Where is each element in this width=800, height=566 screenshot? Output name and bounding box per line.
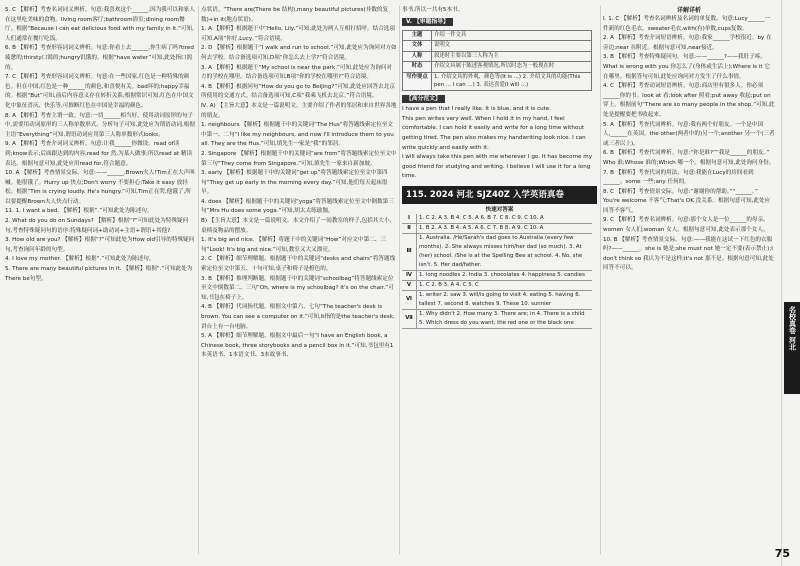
answer-paragraph: 2. Singapore 【解析】根据题干中的关键词“are from”将答题线索定位至文中第三句“They come from Singapore.”可知,填先生一家来自新加坡。	[201, 150, 397, 167]
essay-paragraph: I will always take this pen with me wherever I go. It has become my good friend for studying and writing. I believe I will use it for a long time.	[402, 154, 592, 180]
table-key: 主题	[403, 30, 432, 41]
answer-paragraph: 4. B 【解析】代词指代题。根据文中第六、七句“The teacher's desk is brown. You can see a computer on it.”可知,it指的是the teacher's desk,讲台上有一台电脑。	[201, 304, 395, 330]
column-2	[201, 6, 397, 554]
answer-cell: 1. Australia. /He/Sarah's dad goes to Australia (every few months). 2. She always misses him/her dad (so much). 3. At (her) school. /She is at the Spelling Bee at school. 4. No, she isn't. 5. Her dad/father.	[417, 233, 593, 270]
section-roman: Ⅳ	[402, 270, 417, 280]
answer-paragraph: Ⅰ. 1. C 【解析】考查名词辨析及名词的单复数。句意:Lucy______一件新的红色毛衣。sweater毛衣,with(有)单数,cups复数。	[603, 16, 771, 32]
answer-paragraph: 8. C 【解析】考查情景交际。句意:“谢谢你的帮助。”“______。” You're welcome 不客气;That's OK 没关系。根据句意可知,此处应回答不客气。	[603, 188, 771, 214]
quick-answers-label: 快速对答案	[485, 206, 514, 213]
answer-paragraph: 5. A 【解析】考查代词辨析。句意:我有两个好朋友。一个是中国人,______在英国。the other(两者中的)另一个;another 另一个(三者或三者以上)。	[603, 121, 775, 147]
answer-paragraph: 3. B 【解析】推理判断题。根据题干中的关键词“schoolbag”将答题线索定位至文中倒数第二、三句“Oh, where is my schoolbag? It's on the chair.”可知,书包在椅子上。	[201, 275, 394, 301]
section-roman: Ⅶ	[402, 309, 417, 328]
column-divider	[198, 6, 199, 554]
answer-paragraph: 2. A 【解析】考查介词短语辨析。句意:我家______学校很近。by 在旁边;near 在附近。根据句意可知,near接近。	[603, 35, 772, 51]
table-row	[403, 51, 592, 62]
answer-paragraph: 3. B 【解析】考查特殊疑问句。句意:——______?——我肚子疼。What is wrong with you 你怎么了(身体或生活上);Where is it 它在哪里。根据答句可知,此处应询问对方发生了什么事情。	[603, 54, 770, 80]
answer-paragraph: 6. B 【解析】考查代词辨析。句意:“你是谁?”“我是______的朋友。” Who 谁;Whose 谁的;Which 哪一个。根据句意可知,此处询问身份。	[603, 150, 775, 166]
answer-paragraph: 7. B 【解析】考查代词的用法。句意:我能在Lucy的房间看到______。some 一些;any 任何的。	[603, 169, 754, 186]
table-key: 时态	[403, 62, 432, 73]
column-3	[402, 6, 597, 554]
essay-paragraph: This pen writes very well. When I hold it in my hand, I feel comfortable. I can hold it easily and write for a long time without getting tired. The pen also makes my handwriting look nice. I can write quickly and easily with it.	[402, 115, 586, 151]
section-roman: Ⅲ	[402, 233, 417, 270]
answer-cell: 1. Why didn't 2. How many 3. There are; in 4. There is a child 5. Which dress do you want, the red one or the black one	[417, 309, 593, 328]
essay-header: 【高分范文】	[402, 95, 445, 103]
answer-paragraph: 5. There are many beautiful pictures in it. 【解析】根据“.”可知此处为There be句型。	[5, 266, 193, 282]
answer-cell: 1. C 2. A 3. B 4. C 5. A 6. B 7. C 8. C 9. C 10. A	[417, 214, 593, 224]
column-divider	[600, 6, 601, 554]
column-4	[603, 6, 775, 554]
table-value: 叙述时主要以第三人称为主	[432, 51, 592, 62]
page-edge	[781, 0, 782, 566]
answer-paragraph: 6. B 【解析】考查形容词词义辨析。句意:你看上去______,你生病了吗?tired疲惫的;thirsty口渴的;hungry饥饿的。根据“have water”可知,此处指口渴的。	[5, 45, 194, 71]
answer-paragraph: Ⅳ. A) 【主旨大意】本文是一篇说明文。主要介绍了作者的邻居和来自世界各地的朋友。	[201, 102, 397, 119]
table-value: 介绍一件文具	[432, 30, 592, 41]
table-key: 文体	[403, 41, 432, 52]
answer-paragraph: 1. A 【解析】根据题干中“Hello, Lily.”可知,此处为两人互相打招呼。结合选项可知,A项“你好,Lucy。”符合语境。	[201, 26, 395, 42]
answer-key-table	[402, 214, 592, 329]
answer-paragraph: 1. It's big and nice. 【解析】将题干中的关键词“How”对应文中第二、三句“Look! It's big and nice.”可知,教室又大又漂亮。	[201, 237, 386, 253]
table-row	[402, 214, 592, 224]
table-row	[402, 223, 592, 233]
section-roman: Ⅴ	[402, 280, 417, 290]
column-divider	[399, 6, 400, 554]
answer-paragraph: 4. does 【解析】根据题干中的关键词“yoga”将答题线索定位至文中倒数第三句“Mrs Hu does some yoga.”可知,胡太太练瑜伽。	[201, 198, 394, 215]
answer-paragraph: 11. 1. I want a bed. 【解析】根据“.”可知此处为陈述句。	[5, 208, 153, 215]
answer-paragraph: 2. What do you do on Sundays? 【解析】根据“?”可知此处为特殊疑问句,考查特殊疑问句的语序:特殊疑问词+助动词+主语+谓语+其他?	[5, 218, 189, 234]
answer-paragraph: 7. C 【解析】考查形容词词义辨析。句意:在一些国家,红色是一种特殊的颜色。但在中国,红色是一种______的颜色,和喜悦有关。bad坏的;happy幸福的。根据“But”可知,前后内容意义存在转折关系;根据常识可知,红色在中国文化中象征喜庆、快乐等,可推断红色在中国是幸福的颜色。	[5, 74, 194, 109]
answer-cell: 1. long noodles 2. India 3. chocolates 4. happiness 5. candies	[417, 270, 593, 280]
answer-paragraph: 4. C 【解析】考查动词短语辨析。句意:商店里有很多人。你必须______你的书。look at 看;look after 照看;put away 收起;put on 穿上。根据前句“There are so many people in the shop.”可知,此处是提醒要把书收起来。	[603, 83, 775, 118]
answer-paragraph: 10. A 【解析】考查情景交际。句意:——______,Brown夫人!Tim正在大声叫喊。他很饿了。Hurry up 快点;Don't worry 不要担心;Take it easy 放轻松。根据“Tim is crying loudly. He's hungry.”可知,Tim正在哭,他饿了,所以要提醒Brown夫人快点行动。	[5, 170, 195, 205]
answer-cell: 1. B 2. A 3. B 4. A 5. A 6. C 7. B 8. A 9. C 10. A	[417, 223, 593, 233]
answer-cell: 1. writer 2. saw 3. will/is going to visit 4. eating 5. having 6. tallest 7. second 8. watches 9. These 10. sunnier	[417, 290, 593, 309]
page-number: 75	[774, 547, 790, 560]
table-key: 人称	[403, 51, 432, 62]
table-row	[403, 62, 592, 73]
table-row	[402, 280, 592, 290]
answer-paragraph: 2. D 【解析】根据题干“I walk and run to school.”可知,此处应为询问对方如何去学校。结合备选项可知,D项“你怎么去上学?”符合语境。	[201, 45, 397, 61]
answer-paragraph: 4. I love my mother. 【解析】根据“.”可知此处为陈述句。	[5, 256, 155, 263]
answer-paragraph: 事书,所以一共有5本书。	[402, 7, 464, 13]
answer-paragraph: 9. A 【解析】考查介词词义辨析。句意:让我______你做设。read of读到;know表示;后面跟达到的内容,read for 然,为某人做事;所以read at 精读表达。根据句意可知,此处应用read for,符合题意。	[5, 141, 193, 167]
answer-paragraph: 8. A 【解析】考查主谓一致。句意:一切______相当好。使用动词原形的句子中,需要用动词原形的三人称单数形式。分析句子可知,此处应为谓语动词,根据主语“Everything”可知,谓语动词应用第三人称单数形式looks。	[5, 112, 195, 138]
answer-paragraph: 1. neighbours 【解析】根据题干中的关键词“The Hus”将答题线索定位至文中第一、二句“I like my neighbours, and now I'll introduce them to you all. They are the Hus.”可知,填先生一家是“我”的邻居。	[201, 122, 394, 148]
table-value: 1. 介绍文具的外观、颜色等(It is ...) 2. 介绍文具的功能(This pen ... I can ...) 3. 表达喜爱(I will ...)	[432, 72, 592, 90]
answer-paragraph: 3. early 【解析】根据题干中的关键词“get up”将答题线索定位至文中第四句“They get up early in the morning every day.”可知,他们每天起床很早。	[201, 170, 388, 196]
section-roman: Ⅰ	[402, 214, 417, 224]
answer-paragraph: B) 【主旨大意】本文是一篇说明文。本文介绍了一间教室的样子,包括其大小、桌椅及物品的摆放。	[201, 218, 396, 234]
answer-cell: 1. C 2. B 3. A 4. C 5. C	[417, 280, 593, 290]
answer-paragraph: 点状语。“There are(There be 结构),many beautiful pictures(非数的复数)+in it(地点状语)。	[201, 7, 389, 23]
column-1	[5, 6, 195, 554]
table-value: 介绍文具属于陈述客观情况,所以时态为一般现在时	[432, 62, 592, 73]
exam-title-banner	[402, 186, 597, 204]
section-header: V. 【审题指导】	[402, 18, 453, 26]
exam-title: 115. 2024 河北 SJZ40Z 入学英语真卷	[406, 189, 564, 200]
answer-paragraph: 10. B 【解析】考查情景交际。句意:——我能在这试一下红色的衣服吗?——______。she is 她是;she must not 她一定不要(表示禁止);I don't think so 我认为不是这样;it's not 那不是。根据句意可知,此处回答不可以。	[603, 236, 774, 272]
section-roman: Ⅱ	[402, 223, 417, 233]
side-tab	[784, 302, 800, 394]
table-row	[403, 30, 592, 41]
answer-paragraph: 9. C 【解析】考查名词辨析。句意:那个女人是一位______的母亲。women 女人们;woman 女人。根据句意可知,此处表示那个女人。	[603, 217, 769, 234]
answer-paragraph: 3. How old are you? 【解析】根据“?”可知此处为How old引导的特殊疑问句,考查询问年龄的句型。	[5, 237, 195, 253]
table-row	[402, 270, 592, 280]
answer-paragraph: 5. A 【解析】细节理解题。根据文中最后一句“I have an English book, a Chinese book, three storybooks and a pencil box in it.”可知,书包里有1本英语书、1本语文书、3本故事书,	[201, 333, 394, 359]
answer-paragraph: 2. C 【解析】细节理解题。根据题干中的关键词“desks and chairs”将答题线索定位至文中第五、十句可知,桌子和椅子是橙色的。	[201, 256, 396, 273]
section-roman: Ⅵ	[402, 290, 417, 309]
table-key: 写作要点	[403, 72, 432, 90]
table-row	[402, 309, 592, 328]
writing-guide-table	[402, 30, 592, 92]
answer-paragraph: 4. B 【解析】根据问句“How do you go to Beijing?”可知,此处应回答去北京所使用的交通方式。结合备选项可知,C项“我乘飞机去北京。”符合语境。	[201, 83, 395, 100]
table-row	[403, 72, 592, 90]
answer-paragraph: 3. A 【解析】根据题干“My school is near the park.”可知,此处应为询问对方的学校在哪里。结合备选项可知,B项“你的学校在哪里?”符合语境。	[201, 64, 393, 81]
table-row	[403, 41, 592, 52]
essay-paragraph: I have a pen that I really like. It is blue, and it is cute.	[402, 106, 552, 113]
table-row	[402, 290, 592, 309]
side-tab-label: 名校真卷 河北	[788, 306, 797, 351]
table-value: 说明文	[432, 41, 592, 52]
answer-paragraph: 5. C 【解析】考查名词词义辨析。句意:我喜欢这个______,因为我可以和家人在这里吃美味的食物。living room客厅;bathroom浴室;dining room餐厅。根据“Because I can eat delicious food with my family in it.”可知,人们通常在餐厅吃饭。	[5, 7, 195, 42]
detailed-explanation-title: 详解详析	[676, 7, 701, 14]
table-row	[402, 233, 592, 270]
